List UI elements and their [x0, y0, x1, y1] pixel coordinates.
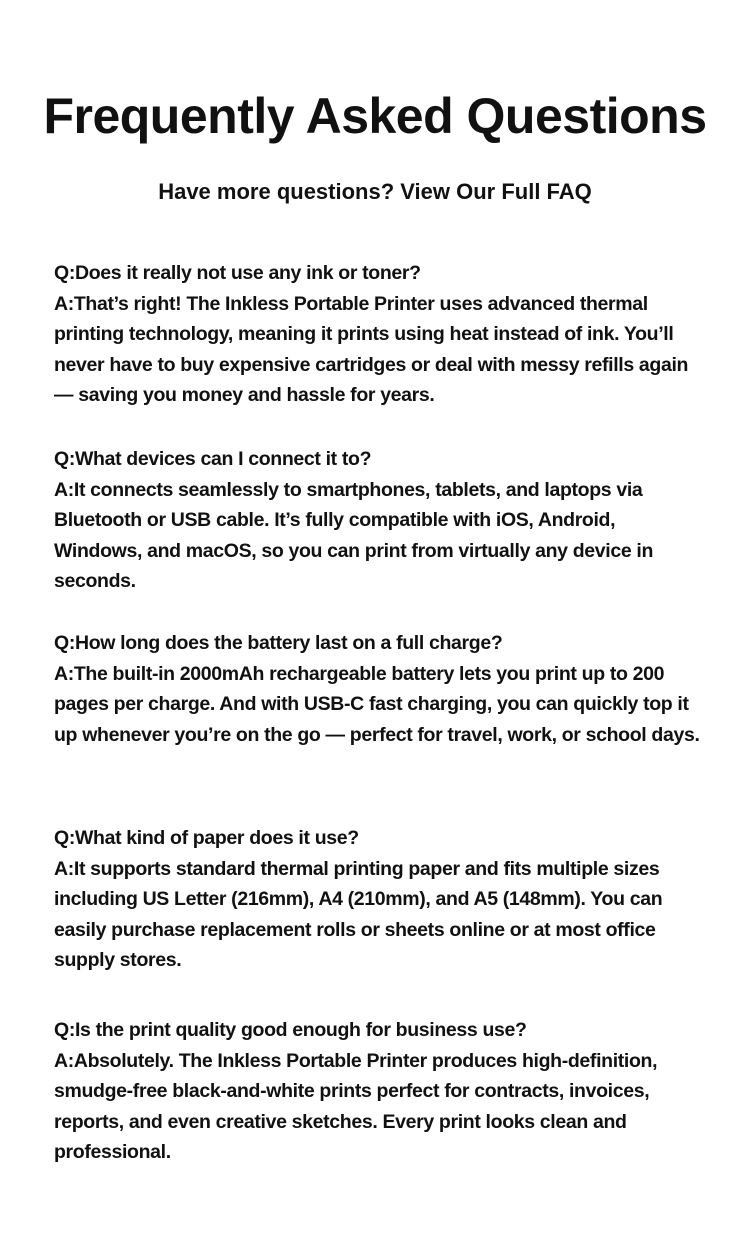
faq-item: [54, 444, 704, 597]
faq-answer: A:It connects seamlessly to smartphones, tablets, and laptops via Bluetooth or USB cable. It’s fully compatible with iOS, Android, Windows, and macOS, so you can print from virtually any device in seconds.: [54, 478, 654, 593]
faq-item: [54, 628, 704, 750]
faq-item: [54, 1015, 704, 1168]
full-faq-link[interactable]: Have more questions? View Our Full FAQ: [158, 179, 592, 204]
faq-item: [54, 823, 704, 976]
faq-question: Q:Does it really not use any ink or toner?: [54, 262, 421, 284]
faq-item: [54, 258, 704, 411]
faq-answer: A:Absolutely. The Inkless Portable Printer produces high-definition, smudge-free black-and-white prints perfect for contracts, invoices, reports, and even creative sketches. Every print looks clean and professional.: [54, 1049, 658, 1164]
page-title: Frequently Asked Questions: [43, 88, 707, 144]
faq-answer: A:The built-in 2000mAh rechargeable battery lets you print up to 200 pages per charge. And with USB-C fast charging, you can quickly top it up whenever you’re on the go — perfect for travel, work, or school days.: [54, 662, 700, 746]
faq-question: Q:Is the print quality good enough for business use?: [54, 1019, 527, 1041]
faq-answer: A:That’s right! The Inkless Portable Printer uses advanced thermal printing technology, meaning it prints using heat instead of ink. You’ll never have to buy expensive cartridges or deal with messy refills again — saving you money and hassle for years.: [54, 292, 689, 407]
faq-answer: A:It supports standard thermal printing paper and fits multiple sizes including US Letter (216mm), A4 (210mm), and A5 (148mm). You can easily purchase replacement rolls or sheets online or at most office supply stores.: [54, 857, 663, 972]
faq-question: Q:What kind of paper does it use?: [54, 827, 359, 849]
faq-question: Q:What devices can I connect it to?: [54, 448, 372, 470]
faq-question: Q:How long does the battery last on a full charge?: [54, 632, 503, 654]
